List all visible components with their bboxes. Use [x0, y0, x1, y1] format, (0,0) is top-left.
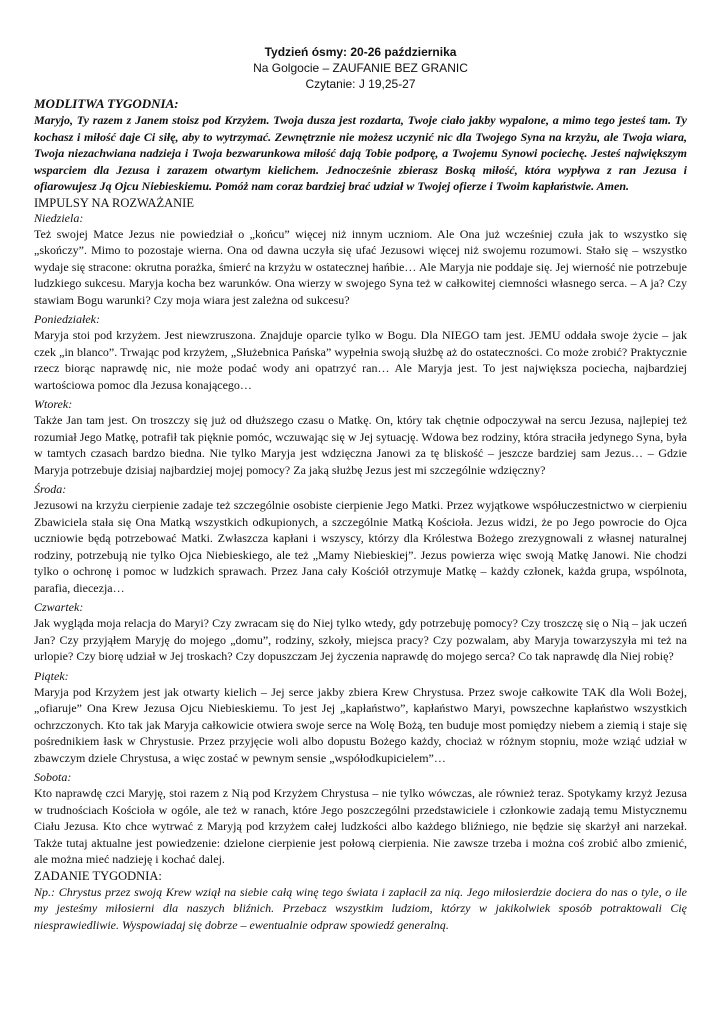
day-label: Niedziela: — [34, 210, 84, 225]
task-heading: ZADANIE TYGODNIA: — [34, 868, 162, 883]
impulses-heading: IMPULSY NA ROZWAŻANIE — [34, 195, 194, 210]
day-monday — [34, 312, 687, 393]
prayer-text: Maryjo, Ty razem z Janem stoisz pod Krzyżem. Twoja dusza jest rozdarta, Twoje ciało jakby wypalone, a mimo tego jesteś tam. Ty kochasz i miłość daje Ci siłę, aby to wytrzymać. Zewnętrznie nie możesz uczynić nic dla Twojego Syna na krzyżu, ale Twoja wiara, Twoja niezachwiana nadzieja i Twoja bezwarunkowa miłość dają Tobie podporę, a Twojemu Synowi pociechę. Jesteś największym wsparciem dla Jezusa i zarazem otwartym kielichem. Jednocześnie zbierasz Boską miłość, która wypływa z ran Jezusa i ofiarowujesz Ją Ojcu Niebieskiemu. Pomóż nam coraz bardziej brać udział w Twojej ofierze i Twoim kapłaństwie. Amen. — [34, 113, 687, 193]
day-label: Czwartek: — [34, 600, 84, 614]
day-text: Maryja pod Krzyżem jest jak otwarty kielich – Jej serce jakby zbiera Krew Chrystusa. Przez swoje całkowite TAK dla Woli Bożej, „ofiaruje” Ona Krew Jezusa Ojcu Niebieskiemu. To jest Jej „kapłaństwo”, kapłaństwo Maryi, powszechne kapłaństwo wszystkich ochrzczonych. Kto tak jak Maryja całkowicie otwiera swoje serce na Wolę Bożą, ten buduje most pomiędzy niebem a ziemią i staje się pośrednikiem łask w Chrystusie. Przez przyjęcie woli albo dopustu Bożego każdy, chociaż w różnym stopniu, może wziąć udział w zbawczym dziele Chrystusa, a więc zostać w pewnym sensie „współodkupicielem”… — [34, 684, 687, 765]
day-saturday — [34, 770, 687, 868]
task-text: Np.: Chrystus przez swoją Krew wziął na siebie całą winę tego świata i zapłacił za nią. Jego miłosierdzie dociera do nas o tyle, o ile my jesteśmy miłosierni dla naszych bliźnich. Przebacz wszystkim ludziom, którzy w jakikolwiek sposób potraktowali Cię niesprawiedliwie. Wyspowiadaj się dobrze – ewentualnie odpraw spowiedź generalną. — [34, 884, 687, 932]
prayer-heading: MODLITWA TYGODNIA: — [34, 96, 179, 111]
day-text: Kto naprawdę czci Maryję, stoi razem z Nią pod Krzyżem Chrystusa – nie tylko wówczas, ale również teraz. Spotykamy krzyż Jezusa w trudnościach Kościoła w ogóle, ale też w ranach, które Jego poszczególni przedstawiciele i członkowie zadają temu Mistycznemu Ciału Jezusa. Kto chce wytrwać z Maryją pod krzyżem całej ludzkości albo każdego bliźniego, nie będzie się skarżył ani narzekał. Także tutaj aktualne jest powiedzenie: dzielone cierpienie jest połową cierpienia. Nie zawsze trzeba i można coś zrobić albo zmienić, ale można mieć nadzieję i kochać dalej. — [34, 786, 687, 866]
day-label: Poniedziałek: — [34, 312, 100, 326]
day-label: Wtorek: — [34, 397, 73, 411]
week-subtitle: Na Golgocie – ZAUFANIE BEZ GRANIC — [253, 61, 468, 75]
week-title: Tydzień ósmy: 20-26 października — [264, 45, 457, 59]
day-text: Także Jan tam jest. On troszczy się już od dłuższego czasu o Matkę. On, który tak chętnie odpoczywał na sercu Jezusa, najlepiej też rozumiał Jego Matkę, potrafił tak pięknie pomóc, wczuwając się w Jej sytuację. Wdowa bez rodziny, która straciła jedynego Syna, była w tamtych czasach bardzo biedna. Nie tylko Maryja jest wdzięczna Janowi za tę bliskość – jeszcze bardziej sam Jezus… – Gdzie Maryja potrzebuje dzisiaj najbardziej mojej pomocy? Za jaką służbę Jezus jest mi szczególnie wdzięczny? — [34, 413, 687, 477]
day-label: Sobota: — [34, 770, 72, 784]
day-text: Też swojej Matce Jezus nie powiedział o „końcu” więcej niż innym uczniom. Ale Ona już wcześniej czuła jak to wszystko się „skończy”. Mimo to pozostaje wierna. Ona od dawna uczyła się ufać Jezusowi więcej niż swojemu rozumowi. Stało się – wszystko wydaje się stracone: okrutna porażka, śmierć na krzyżu w ostatecznej hańbie… Ale Maryja nie poddaje się. Jej wierność nie potrzebuje ludzkiego sukcesu. Maryja kocha bez warunków. Ona wierzy w swojego Syna też w całkowitej ciemności własnego serca. – A ja? Czy stawiam Bogu warunki? Czy moja wiara jest zależna od sukcesu? — [34, 226, 687, 307]
day-thursday — [34, 600, 687, 665]
day-text: Maryja stoi pod krzyżem. Jest niewzruszona. Znajduje oparcie tylko w Bogu. Dla NIEGO tam jest. JEMU oddała swoje życie – jak czek „in blanco”. Trwając pod krzyżem, „Służebnica Pańska” wypełnia swoją służbę aż do ostateczności. Co może zrobić? Praktycznie rzecz biorąc naprawdę nic, nie może podać wody ani opatrzyć ran… Ale Maryja jest. To jest największa pociecha, najbardziej wartościowa pomoc dla Jezusa konającego… — [34, 328, 687, 392]
day-label: Piątek: — [34, 668, 69, 683]
day-text: Jezusowi na krzyżu cierpienie zadaje też szczególnie osobiste cierpienie Jego Matki. Przez wyjątkowe współuczestnictwo w cierpieniu Zbawiciela stała się Ona Matką wszystkich odkupionych, a szczególnie Matką Kościoła. Jezus widzi, że po Jego powrocie do Ojca uczniowie będą potrzebować Matki. Zwłaszcza kapłani i wszyscy, którzy dla Królestwa Bożego zrezygnowali z własnej naturalnej rodziny, potrzebują nie tylko Ojca Niebieskiego, ale też „Mamy Niebieskiej”. Jezus powierza więc swoją Matkę Janowi. Nie chodzi tylko o ochronę i pomoc w ludzkich sprawach. Przez Jana cały Kościół otrzymuje Matkę – każdy członek, każda grupa, wspólnota, parafia, diecezja… — [34, 498, 687, 595]
reading-reference: Czytanie: J 19,25-27 — [305, 77, 416, 91]
day-sunday — [34, 211, 687, 309]
day-tuesday — [34, 397, 687, 478]
day-wednesday — [34, 482, 687, 596]
header — [34, 44, 687, 92]
day-friday — [34, 669, 687, 767]
day-label: Środa: — [34, 482, 67, 496]
day-text: Jak wygląda moja relacja do Maryi? Czy zwracam się do Niej tylko wtedy, gdy potrzebuję pomocy? Czy troszczę się o Nią – jak uczeń Jan? Czy przyjąłem Maryję do mojego „domu”, rodziny, szkoły, miejsca pracy? Czy pozwalam, aby Maryja towarzyszyła mi też na urlopie? Czy biorę udział w Jej troskach? Czy dopuszczam Jej życzenia naprawdę do mojego serca? Co tak naprawdę dla Niej robię? — [34, 616, 687, 663]
